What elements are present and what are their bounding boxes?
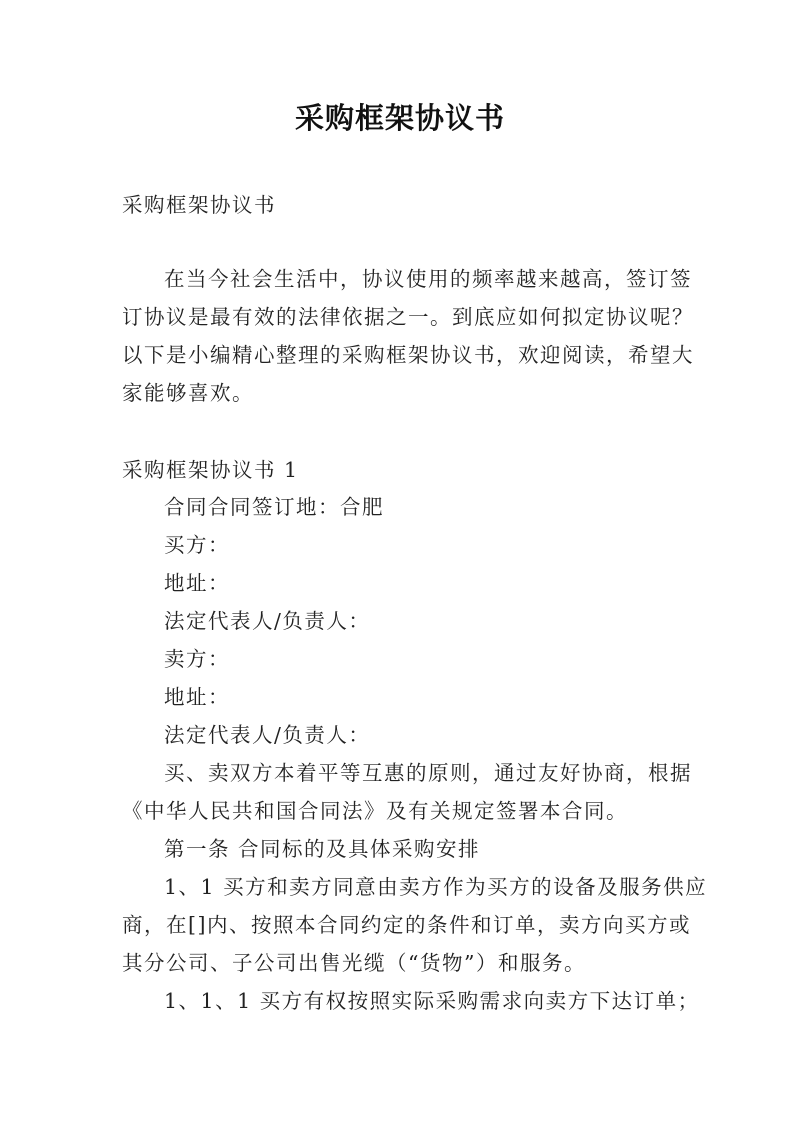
document-subtitle: 采购框架协议书	[122, 193, 276, 217]
intro-line-2: 订协议是最有效的法律依据之一。到底应如何拟定协议呢？	[122, 305, 694, 329]
seller-address-field: 地址：	[164, 685, 230, 709]
buyer-rep-field: 法定代表人/负责人：	[164, 609, 371, 633]
buyer-address-field: 地址：	[164, 571, 230, 595]
article-1-heading: 第一条 合同标的及具体采购安排	[164, 837, 481, 861]
clause-1-1-1: 1、1、1 买方有权按照实际采购需求向卖方下达订单；	[164, 989, 700, 1013]
clause-1-1-line-2: 商，在[]内、按照本合同约定的条件和订单，卖方向买方或	[122, 913, 691, 937]
document-title: 采购框架协议书	[294, 101, 505, 135]
seller-field: 卖方：	[164, 647, 230, 671]
intro-line-3: 以下是小编精心整理的采购框架协议书，欢迎阅读，希望大	[122, 343, 694, 367]
intro-line-4: 家能够喜欢。	[122, 381, 254, 405]
preamble-line-2: 《中华人民共和国合同法》及有关规定签署本合同。	[122, 799, 628, 823]
seller-rep-field: 法定代表人/负责人：	[164, 723, 371, 747]
sign-place-field: 合同合同签订地：合肥	[164, 495, 384, 519]
buyer-field: 买方：	[164, 533, 230, 557]
clause-1-1-line-1: 1、1 买方和卖方同意由卖方作为买方的设备及服务供应	[164, 875, 708, 899]
clause-1-1-line-3: 其分公司、子公司出售光缆（“货物”）和服务。	[122, 951, 586, 975]
intro-line-1: 在当今社会生活中，协议使用的频率越来越高，签订签	[164, 267, 692, 291]
section-heading: 采购框架协议书 1	[122, 458, 299, 482]
preamble-line-1: 买、卖双方本着平等互惠的原则，通过友好协商，根据	[164, 761, 692, 785]
